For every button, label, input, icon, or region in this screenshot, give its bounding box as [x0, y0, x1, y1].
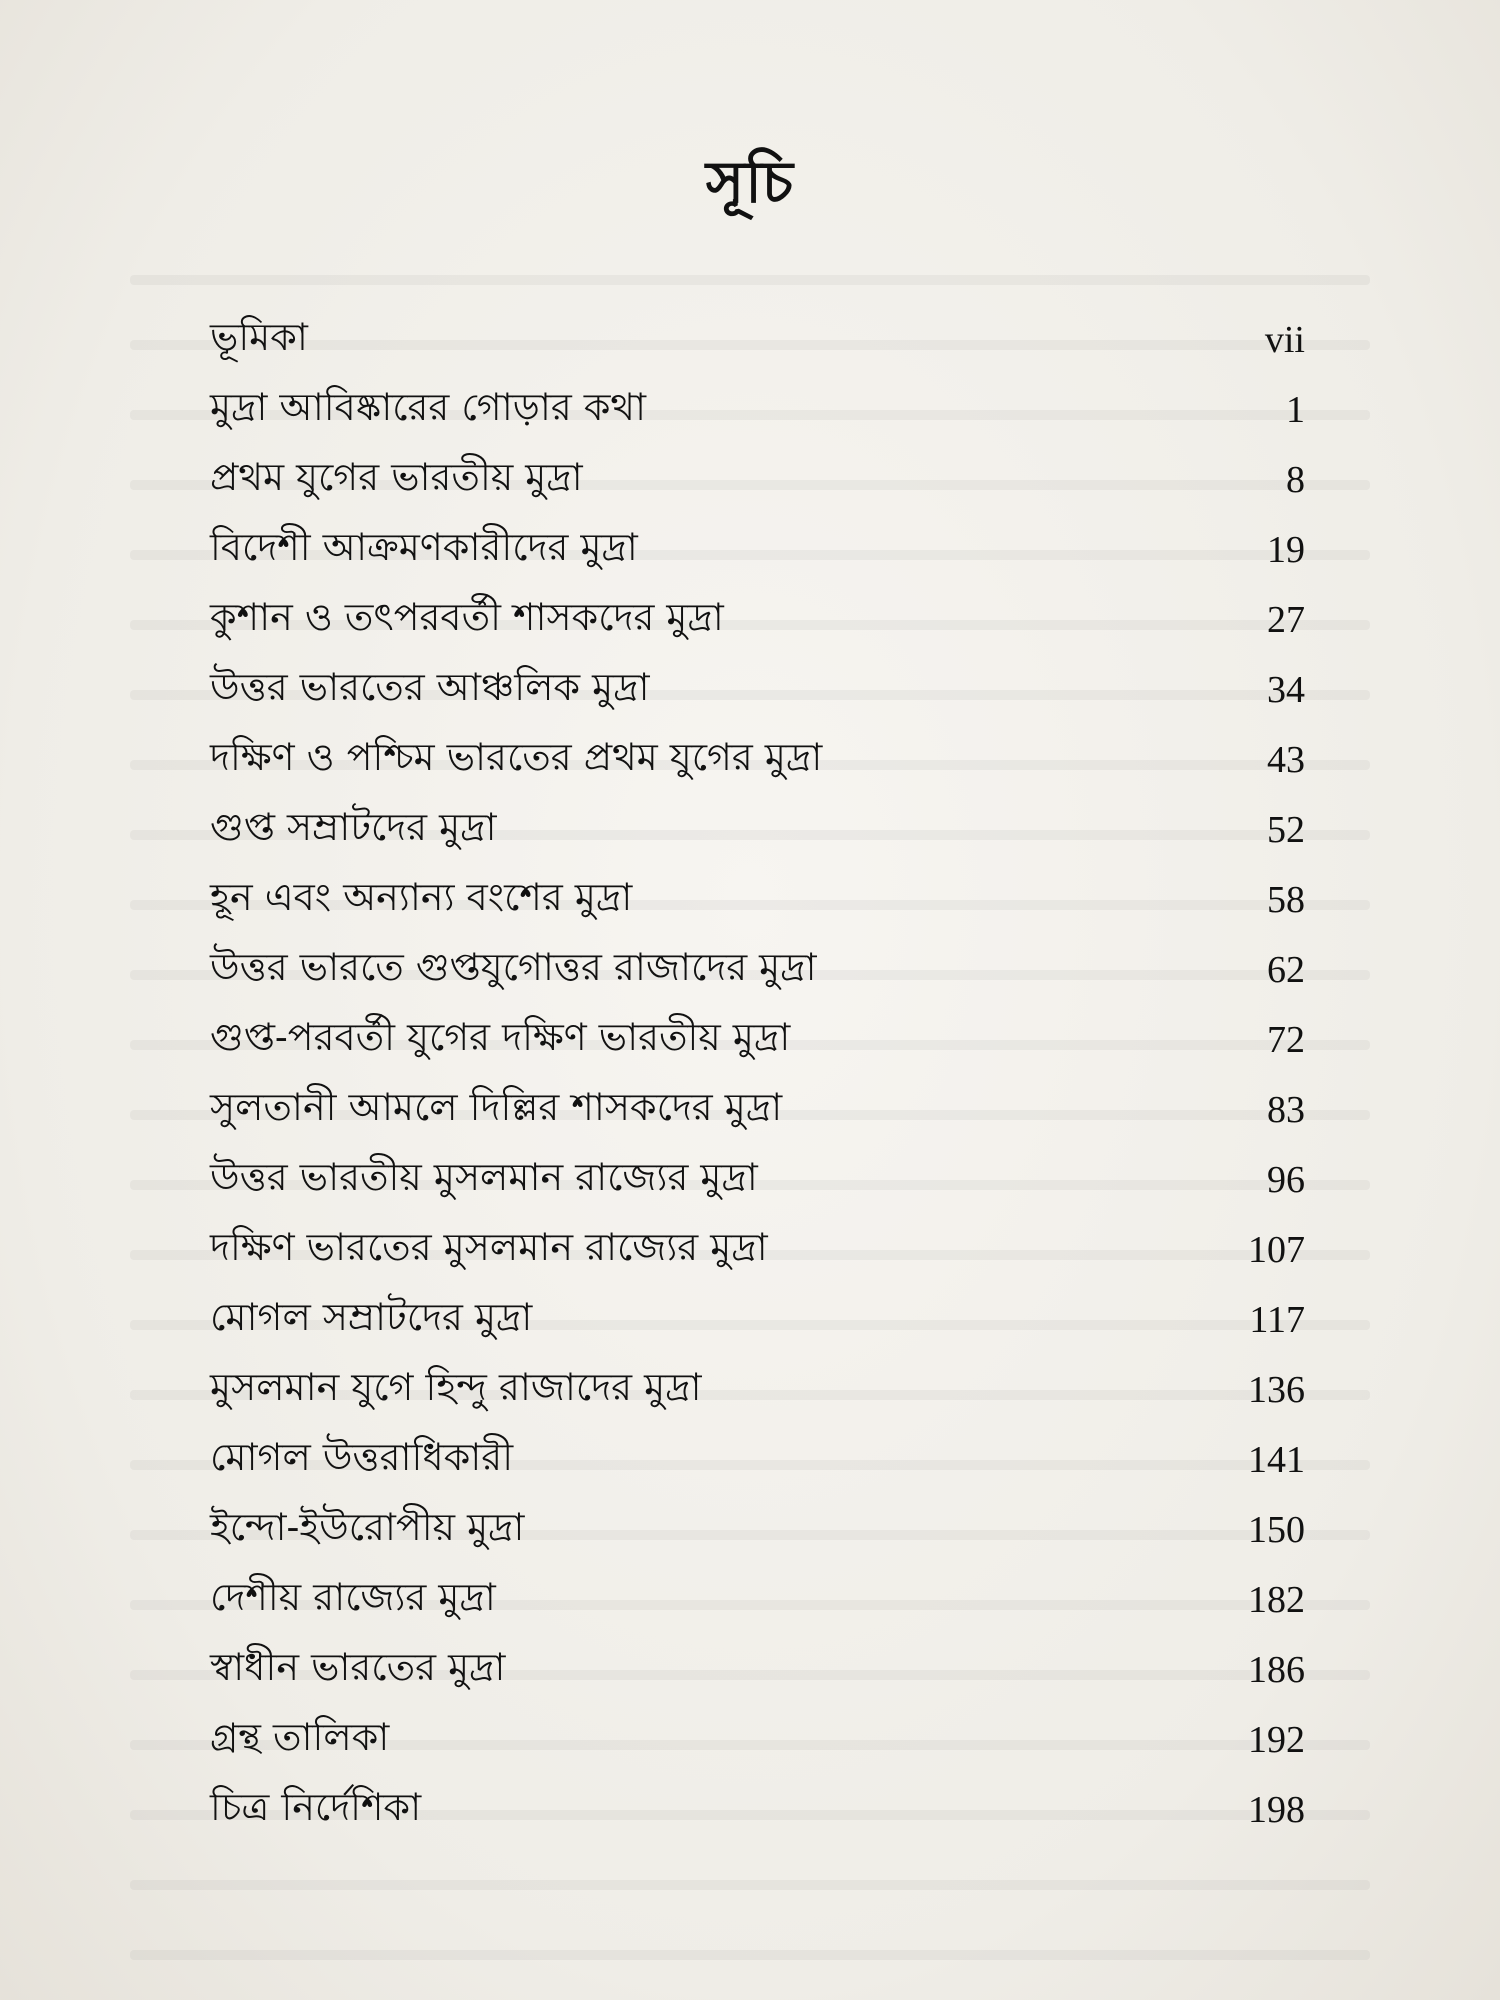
toc-entry[interactable]	[210, 585, 1305, 655]
toc-entry-title: উত্তর ভারতের আঞ্চলিক মুদ্রা	[210, 665, 650, 709]
toc-entry-title: উত্তর ভারতীয় মুসলমান রাজ্যের মুদ্রা	[210, 1155, 758, 1199]
toc-entry[interactable]	[210, 655, 1305, 725]
toc-entry[interactable]	[210, 1075, 1305, 1145]
toc-entry-page: 43	[1267, 739, 1305, 781]
toc-entry-title: ভূমিকা	[210, 315, 308, 359]
toc-entry-page: 34	[1267, 669, 1305, 711]
toc-entry-page: 96	[1267, 1159, 1305, 1201]
toc-entry-page: 192	[1248, 1719, 1305, 1761]
toc-entry-page: 107	[1248, 1229, 1305, 1271]
toc-entry-title: প্রথম যুগের ভারতীয় মুদ্রা	[210, 455, 583, 499]
toc-entry-page: 186	[1248, 1649, 1305, 1691]
toc-entry[interactable]	[210, 1005, 1305, 1075]
show-through-line	[130, 1950, 1370, 1960]
toc-entry-page: 52	[1267, 809, 1305, 851]
toc-entry-page: 1	[1286, 389, 1305, 431]
toc-entry-title: উত্তর ভারতে গুপ্তযুগোত্তর রাজাদের মুদ্রা	[210, 945, 817, 989]
toc-entry-page: 27	[1267, 599, 1305, 641]
toc-entry-title: মোগল উত্তরাধিকারী	[210, 1435, 514, 1479]
toc-entry[interactable]	[210, 1565, 1305, 1635]
toc-entry-page: 19	[1267, 529, 1305, 571]
show-through-line	[130, 275, 1370, 285]
toc-entry[interactable]	[210, 935, 1305, 1005]
toc-entry-title: দেশীয় রাজ্যের মুদ্রা	[210, 1575, 496, 1619]
toc-entry-title: মোগল সম্রাটদের মুদ্রা	[210, 1295, 533, 1339]
toc-entry-page: 198	[1248, 1789, 1305, 1831]
toc-entry-title: গুপ্ত-পরবর্তী যুগের দক্ষিণ ভারতীয় মুদ্রা	[210, 1015, 791, 1059]
toc-entry[interactable]	[210, 795, 1305, 865]
toc-entry[interactable]	[210, 1145, 1305, 1215]
show-through-line	[130, 1880, 1370, 1890]
toc-entry-title: কুশান ও তৎপরবর্তী শাসকদের মুদ্রা	[210, 595, 724, 639]
toc-entry[interactable]	[210, 865, 1305, 935]
toc-entry[interactable]	[210, 1285, 1305, 1355]
toc-entry-page: 182	[1248, 1579, 1305, 1621]
toc-entry-page: 150	[1248, 1509, 1305, 1551]
toc-entry[interactable]	[210, 1495, 1305, 1565]
toc-entry[interactable]	[210, 725, 1305, 795]
toc-entry-title: সুলতানী আমলে দিল্লির শাসকদের মুদ্রা	[210, 1085, 783, 1129]
toc-entry-title: গ্রন্থ তালিকা	[210, 1715, 390, 1759]
toc-entry[interactable]	[210, 1215, 1305, 1285]
toc-entry[interactable]	[210, 515, 1305, 585]
page-title: সূচি	[705, 148, 795, 216]
toc-entry[interactable]	[210, 305, 1305, 375]
toc-entry[interactable]	[210, 445, 1305, 515]
toc-entry-page: vii	[1264, 319, 1305, 361]
toc-entry-page: 117	[1249, 1299, 1305, 1341]
toc-entry-title: স্বাধীন ভারতের মুদ্রা	[210, 1645, 506, 1689]
toc-entry-title: হূন এবং অন্যান্য বংশের মুদ্রা	[210, 875, 633, 919]
toc-entry-title: মুদ্রা আবিষ্কারের গোড়ার কথা	[210, 385, 647, 429]
toc-entry-page: 136	[1248, 1369, 1305, 1411]
toc-entry[interactable]	[210, 1635, 1305, 1705]
toc-entry-page: 8	[1286, 459, 1305, 501]
toc-entry[interactable]	[210, 1775, 1305, 1845]
toc-entry-title: দক্ষিণ ও পশ্চিম ভারতের প্রথম যুগের মুদ্রা	[210, 735, 823, 779]
toc-entry-title: মুসলমান যুগে হিন্দু রাজাদের মুদ্রা	[210, 1365, 702, 1409]
toc-entry-title: চিত্র নির্দেশিকা	[210, 1785, 422, 1829]
toc-entry-page: 83	[1267, 1089, 1305, 1131]
toc-entry-title: গুপ্ত সম্রাটদের মুদ্রা	[210, 805, 497, 849]
toc-entry[interactable]	[210, 1425, 1305, 1495]
toc-entry-title: বিদেশী আক্রমণকারীদের মুদ্রা	[210, 525, 638, 569]
toc-entry-title: ইন্দো-ইউরোপীয় মুদ্রা	[210, 1505, 525, 1549]
toc-entry[interactable]	[210, 1705, 1305, 1775]
toc-entry-page: 141	[1248, 1439, 1305, 1481]
toc-entry[interactable]	[210, 375, 1305, 445]
toc-entry[interactable]	[210, 1355, 1305, 1425]
toc-entry-page: 72	[1267, 1019, 1305, 1061]
toc-entry-title: দক্ষিণ ভারতের মুসলমান রাজ্যের মুদ্রা	[210, 1225, 768, 1269]
toc-entry-page: 58	[1267, 879, 1305, 921]
toc-entry-page: 62	[1267, 949, 1305, 991]
